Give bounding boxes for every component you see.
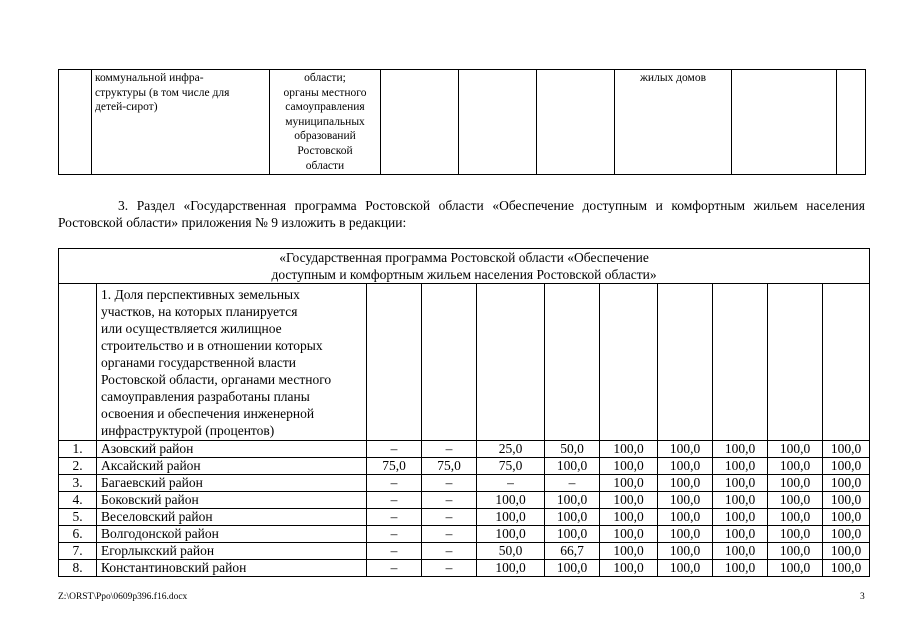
indicator-empty xyxy=(477,284,545,441)
value-cell: 75,0 xyxy=(477,458,545,475)
district-name: Волгодонской район xyxy=(97,526,367,543)
value-cell: 100,0 xyxy=(713,509,768,526)
top-cell-1 xyxy=(59,70,92,175)
value-cell: – xyxy=(367,475,422,492)
value-cell: 100,0 xyxy=(768,526,823,543)
value-cell: 100,0 xyxy=(823,475,870,492)
value-cell: 100,0 xyxy=(823,509,870,526)
value-cell: 100,0 xyxy=(713,492,768,509)
value-cell: 100,0 xyxy=(658,509,713,526)
row-number: 5. xyxy=(59,509,97,526)
value-cell: 100,0 xyxy=(658,492,713,509)
table-row xyxy=(59,458,870,475)
value-cell: 100,0 xyxy=(658,475,713,492)
row-number: 6. xyxy=(59,526,97,543)
value-cell: 100,0 xyxy=(545,526,600,543)
top-cell-5 xyxy=(459,70,537,175)
value-cell: – xyxy=(367,560,422,577)
row-number: 2. xyxy=(59,458,97,475)
indicator-empty xyxy=(600,284,658,441)
district-name: Аксайский район xyxy=(97,458,367,475)
value-cell: 100,0 xyxy=(658,526,713,543)
district-name: Егорлыкский район xyxy=(97,543,367,560)
district-name: Багаевский район xyxy=(97,475,367,492)
indicator-num-cell xyxy=(59,284,97,441)
value-cell: 100,0 xyxy=(768,492,823,509)
value-cell: 100,0 xyxy=(768,509,823,526)
value-cell: – xyxy=(367,509,422,526)
district-name: Константиновский район xyxy=(97,560,367,577)
value-cell: 100,0 xyxy=(658,543,713,560)
value-cell: – xyxy=(367,492,422,509)
value-cell: 100,0 xyxy=(768,560,823,577)
value-cell: – xyxy=(422,441,477,458)
value-cell: 50,0 xyxy=(477,543,545,560)
indicator-empty xyxy=(823,284,870,441)
value-cell: 100,0 xyxy=(545,458,600,475)
value-cell: 75,0 xyxy=(367,458,422,475)
value-cell: – xyxy=(477,475,545,492)
value-cell: 100,0 xyxy=(823,560,870,577)
value-cell: – xyxy=(545,475,600,492)
district-name: Боковский район xyxy=(97,492,367,509)
value-cell: – xyxy=(367,543,422,560)
value-cell: 100,0 xyxy=(768,543,823,560)
indicator-text: 1. Доля перспективных земельных участков, на которых планируется или осуществляется жилищное строительство и в отношении которых органами государственной власти Ростовской области, органами местного самоуправления разработаны планы освоения и обеспечения инженерной инфраструктурой (процентов) xyxy=(97,284,367,441)
value-cell: 100,0 xyxy=(713,458,768,475)
table-row xyxy=(59,560,870,577)
value-cell: 100,0 xyxy=(768,441,823,458)
value-cell: 100,0 xyxy=(713,441,768,458)
value-cell: – xyxy=(422,492,477,509)
value-cell: 100,0 xyxy=(823,458,870,475)
value-cell: 100,0 xyxy=(600,441,658,458)
value-cell: 100,0 xyxy=(823,526,870,543)
value-cell: 100,0 xyxy=(713,475,768,492)
value-cell: – xyxy=(367,526,422,543)
top-cell-8 xyxy=(732,70,837,175)
indicator-empty xyxy=(768,284,823,441)
value-cell: 100,0 xyxy=(477,526,545,543)
footer-file-path: Z:\ORST\Ppo\0609p396.f16.docx xyxy=(58,592,188,602)
value-cell: – xyxy=(367,441,422,458)
table-row xyxy=(59,543,870,560)
district-name: Азовский район xyxy=(97,441,367,458)
value-cell: 100,0 xyxy=(713,543,768,560)
top-cell-4 xyxy=(381,70,459,175)
value-cell: – xyxy=(422,543,477,560)
value-cell: 100,0 xyxy=(768,458,823,475)
value-cell: 100,0 xyxy=(823,543,870,560)
row-number: 3. xyxy=(59,475,97,492)
table-row xyxy=(59,526,870,543)
value-cell: 100,0 xyxy=(600,560,658,577)
value-cell: 100,0 xyxy=(545,492,600,509)
row-number: 7. xyxy=(59,543,97,560)
top-cell-description: коммунальной инфра- структуры (в том числе для детей-сирот) xyxy=(92,70,270,175)
value-cell: 100,0 xyxy=(768,475,823,492)
section-paragraph xyxy=(58,197,865,231)
district-name: Веселовский район xyxy=(97,509,367,526)
value-cell: 100,0 xyxy=(600,492,658,509)
value-cell: 100,0 xyxy=(545,560,600,577)
row-number: 4. xyxy=(59,492,97,509)
top-cell-executor: области; органы местного самоуправления муниципальных образований Ростовской области xyxy=(270,70,381,175)
value-cell: 100,0 xyxy=(600,543,658,560)
value-cell: 100,0 xyxy=(658,458,713,475)
table-row xyxy=(59,509,870,526)
value-cell: – xyxy=(422,560,477,577)
top-cell-6 xyxy=(537,70,615,175)
value-cell: – xyxy=(422,509,477,526)
row-number: 1. xyxy=(59,441,97,458)
top-cell-9 xyxy=(837,70,866,175)
value-cell: 100,0 xyxy=(600,526,658,543)
value-cell: 100,0 xyxy=(477,560,545,577)
value-cell: 75,0 xyxy=(422,458,477,475)
value-cell: 100,0 xyxy=(823,441,870,458)
value-cell: 100,0 xyxy=(658,441,713,458)
value-cell: 66,7 xyxy=(545,543,600,560)
value-cell: 50,0 xyxy=(545,441,600,458)
value-cell: 100,0 xyxy=(600,509,658,526)
table-row xyxy=(59,475,870,492)
indicator-empty xyxy=(713,284,768,441)
paragraph-text: 3. Раздел «Государственная программа Ростовской области «Обеспечение доступным и комфортным жильем населения Ростовской области» приложения № 9 изложить в редакции: xyxy=(58,198,865,230)
main-table xyxy=(58,248,870,577)
value-cell: 100,0 xyxy=(477,492,545,509)
table-row xyxy=(59,441,870,458)
value-cell: – xyxy=(422,526,477,543)
page-number: 3 xyxy=(860,592,865,602)
value-cell: 100,0 xyxy=(600,458,658,475)
indicator-empty xyxy=(367,284,422,441)
indicator-empty xyxy=(422,284,477,441)
value-cell: 100,0 xyxy=(658,560,713,577)
table-row xyxy=(59,492,870,509)
top-table xyxy=(58,69,866,175)
value-cell: 100,0 xyxy=(713,526,768,543)
value-cell: 100,0 xyxy=(545,509,600,526)
top-cell-result: жилых домов xyxy=(615,70,732,175)
indicator-empty xyxy=(545,284,600,441)
row-number: 8. xyxy=(59,560,97,577)
value-cell: – xyxy=(422,475,477,492)
value-cell: 100,0 xyxy=(600,475,658,492)
value-cell: 100,0 xyxy=(823,492,870,509)
program-title: «Государственная программа Ростовской области «Обеспечение доступным и комфортным жильем населения Ростовской области» xyxy=(59,249,870,284)
value-cell: 100,0 xyxy=(477,509,545,526)
indicator-empty xyxy=(658,284,713,441)
value-cell: 100,0 xyxy=(713,560,768,577)
value-cell: 25,0 xyxy=(477,441,545,458)
